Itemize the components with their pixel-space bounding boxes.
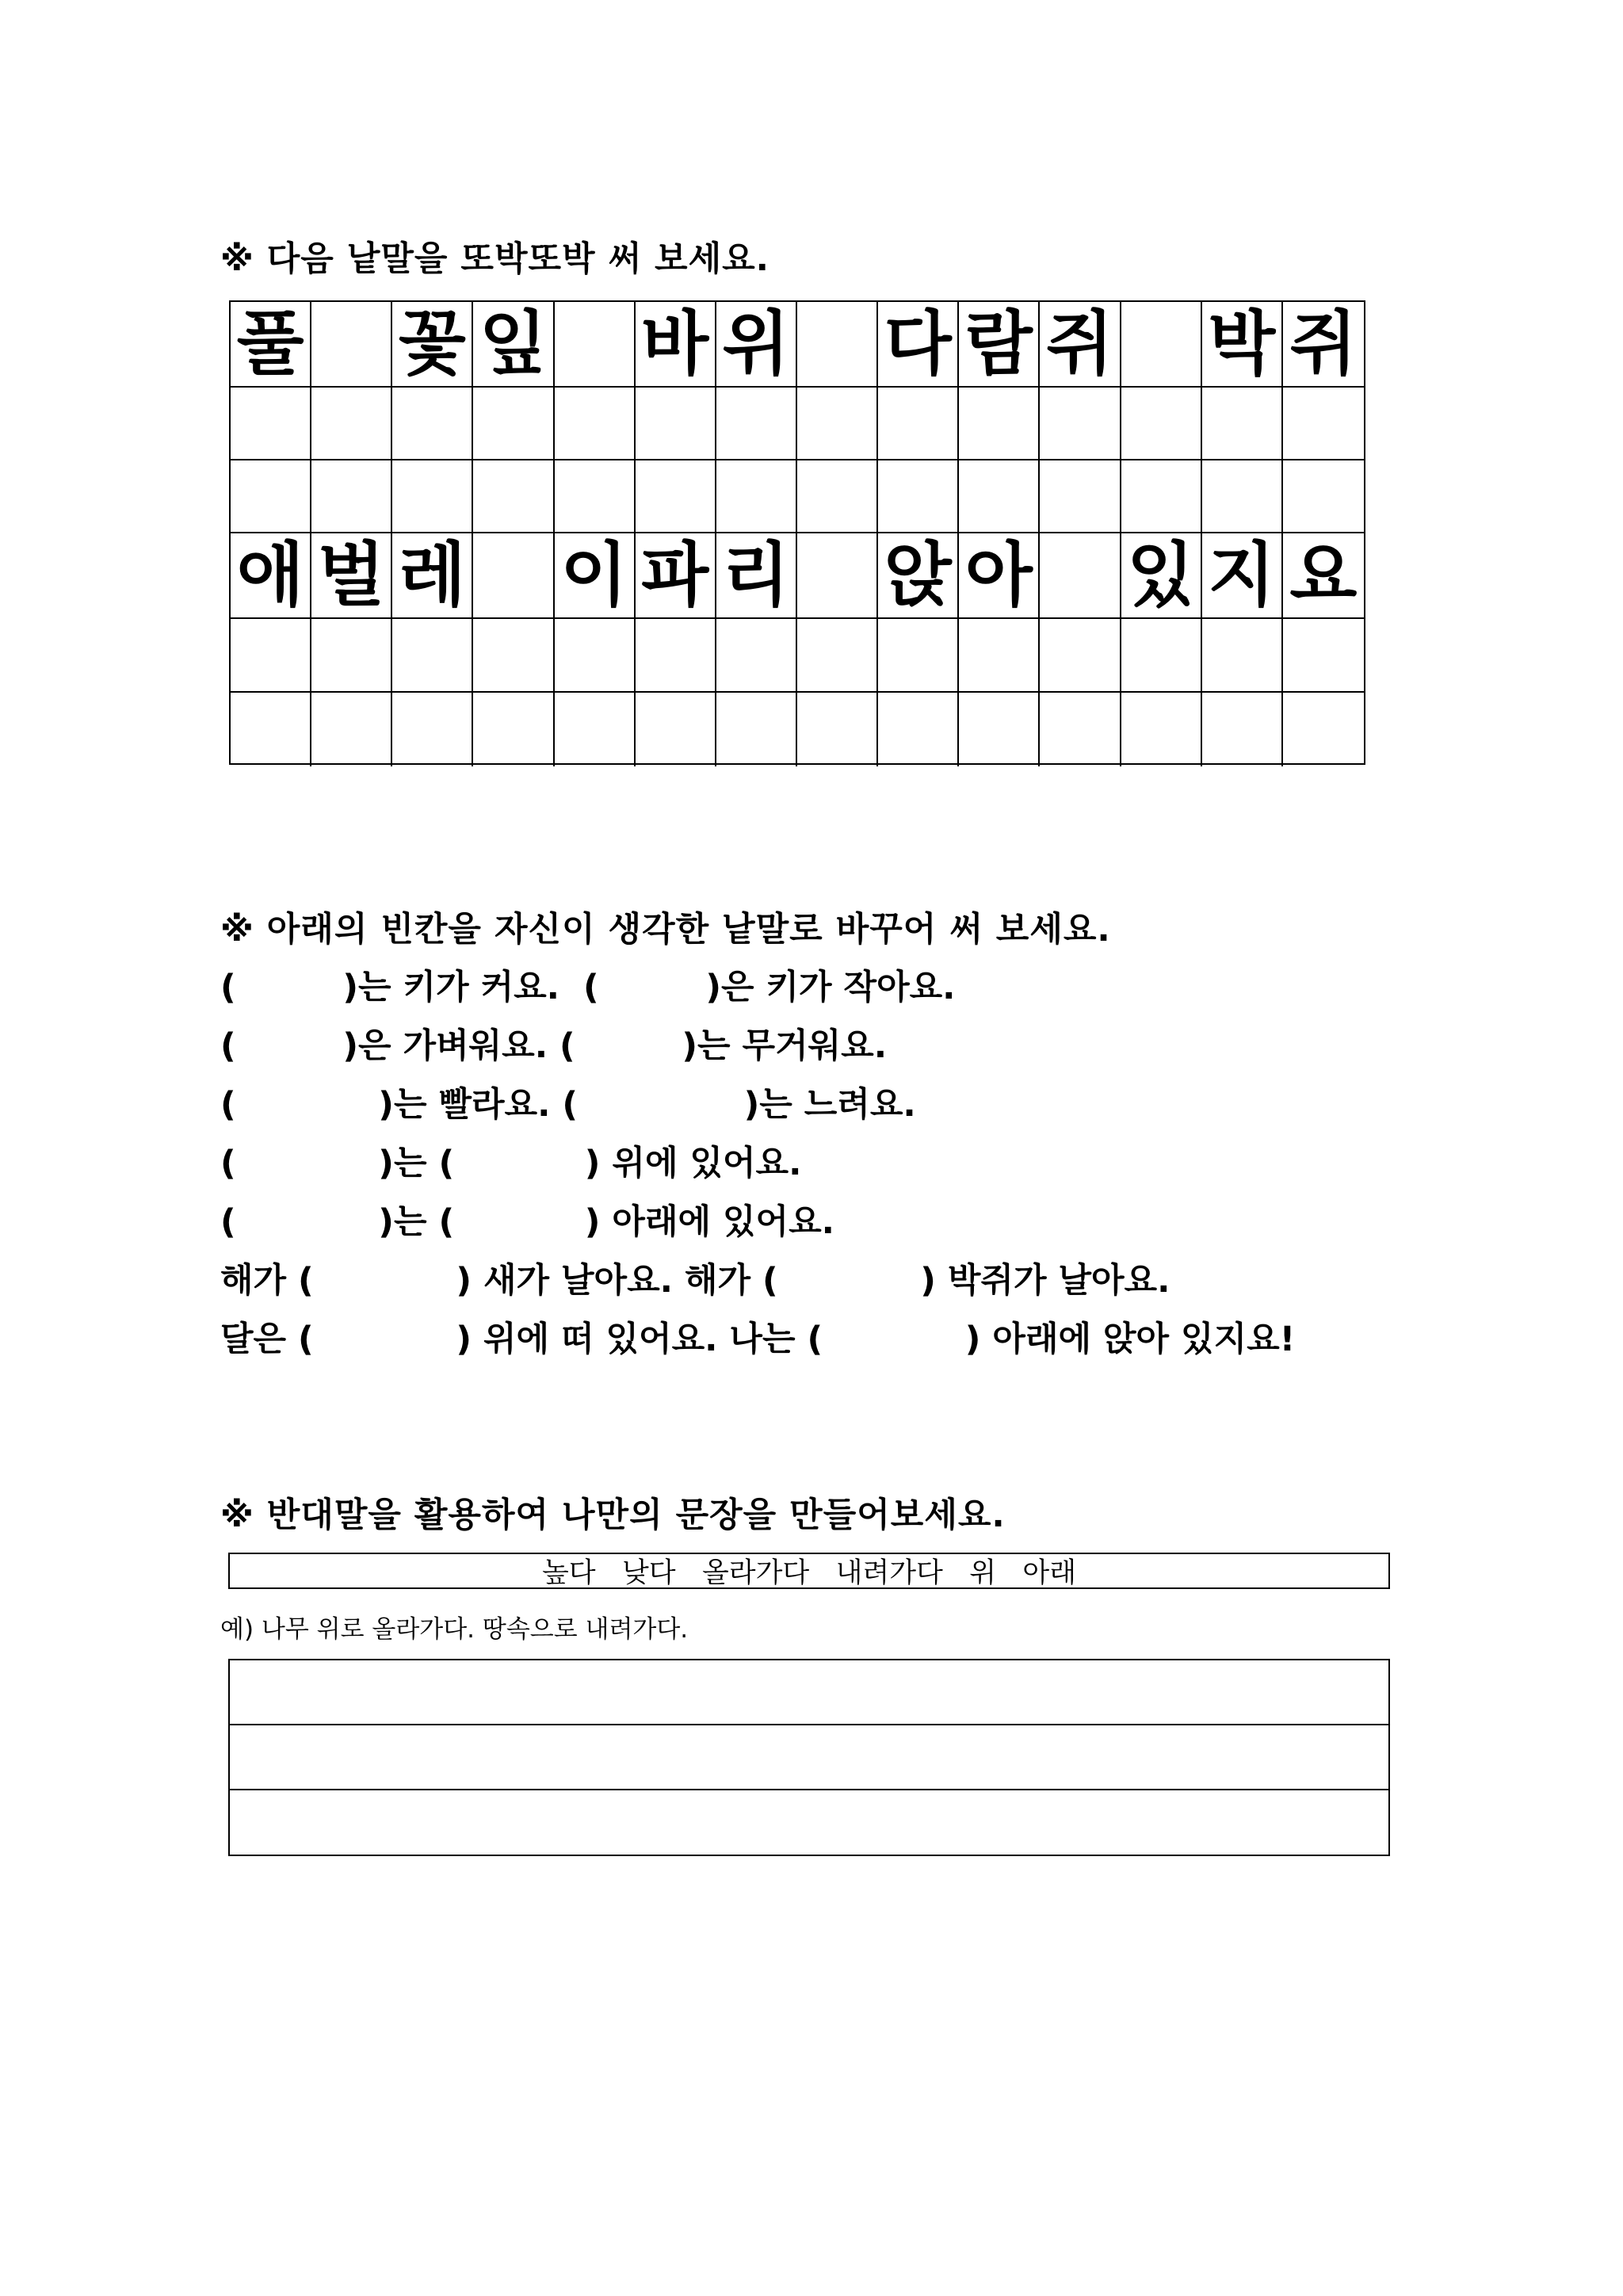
grid-empty-cell[interactable]	[392, 460, 473, 533]
grid-empty-cell[interactable]	[636, 619, 716, 693]
word-bank: 높다 낮다 올라가다 내려가다 위 아래	[228, 1553, 1390, 1589]
answer-line-1[interactable]	[230, 1660, 1388, 1725]
grid-char-cell: 아	[959, 533, 1040, 619]
grid-char-cell: 앉	[878, 533, 959, 619]
grid-empty-cell[interactable]	[311, 619, 392, 693]
grid-empty-cell[interactable]	[1040, 460, 1121, 533]
grid-char-cell: 레	[392, 533, 473, 619]
grid-char-cell: 바	[636, 302, 716, 388]
fill-line-3: ( )는 빨라요. ( )는 느려요.	[220, 1085, 916, 1125]
grid-empty-cell[interactable]	[392, 619, 473, 693]
grid-empty-cell[interactable]	[473, 533, 554, 619]
grid-empty-cell[interactable]	[1040, 619, 1121, 693]
grid-empty-cell[interactable]	[797, 388, 878, 460]
grid-empty-cell[interactable]	[1121, 619, 1202, 693]
grid-empty-cell[interactable]	[473, 388, 554, 460]
grid-empty-cell[interactable]	[797, 693, 878, 766]
grid-empty-cell[interactable]	[636, 693, 716, 766]
grid-empty-cell[interactable]	[716, 693, 797, 766]
grid-char-cell: 요	[1283, 533, 1364, 619]
grid-empty-cell[interactable]	[959, 388, 1040, 460]
grid-char-cell: 이	[555, 533, 636, 619]
grid-empty-cell[interactable]	[555, 619, 636, 693]
grid-empty-cell[interactable]	[231, 693, 311, 766]
fill-line-7: 달은 ( ) 위에 떠 있어요. 나는 ( ) 아래에 앉아 있지요!	[220, 1320, 1296, 1359]
grid-empty-cell[interactable]	[1121, 388, 1202, 460]
grid-empty-cell[interactable]	[1283, 388, 1364, 460]
fill-line-1: ( )는 키가 커요. ( )은 키가 작아요.	[220, 968, 956, 1007]
grid-empty-cell[interactable]	[311, 302, 392, 388]
grid-empty-cell[interactable]	[231, 388, 311, 460]
grid-empty-cell[interactable]	[473, 619, 554, 693]
grid-empty-cell[interactable]	[1121, 693, 1202, 766]
section2-heading: ※ 아래의 빈칸을 자신이 생각한 낱말로 바꾸어 써 보세요.	[220, 910, 1111, 949]
grid-empty-cell[interactable]	[878, 388, 959, 460]
grid-char-cell: 위	[716, 302, 797, 388]
grid-empty-cell[interactable]	[716, 388, 797, 460]
grid-char-cell: 쥐	[1040, 302, 1121, 388]
grid-empty-cell[interactable]	[797, 619, 878, 693]
grid-empty-cell[interactable]	[797, 302, 878, 388]
fill-line-4: ( )는 ( ) 위에 있어요.	[220, 1144, 802, 1183]
fill-line-2: ( )은 가벼워요. ( )는 무거워요.	[220, 1026, 888, 1066]
grid-char-cell: 파	[636, 533, 716, 619]
grid-empty-cell[interactable]	[716, 619, 797, 693]
grid-empty-cell[interactable]	[878, 693, 959, 766]
grid-char-cell: 박	[1202, 302, 1283, 388]
grid-empty-cell[interactable]	[1040, 388, 1121, 460]
grid-char-cell: 람	[959, 302, 1040, 388]
grid-char-cell: 다	[878, 302, 959, 388]
grid-empty-cell[interactable]	[473, 693, 554, 766]
answer-line-2[interactable]	[230, 1725, 1388, 1790]
section1-heading: ※ 다음 낱말을 또박또박 써 보세요.	[220, 239, 769, 279]
grid-empty-cell[interactable]	[1121, 460, 1202, 533]
grid-empty-cell[interactable]	[1202, 693, 1283, 766]
grid-char-cell: 잎	[473, 302, 554, 388]
grid-empty-cell[interactable]	[636, 460, 716, 533]
grid-empty-cell[interactable]	[959, 460, 1040, 533]
grid-empty-cell[interactable]	[959, 619, 1040, 693]
grid-empty-cell[interactable]	[392, 693, 473, 766]
grid-empty-cell[interactable]	[1040, 533, 1121, 619]
grid-empty-cell[interactable]	[231, 460, 311, 533]
grid-empty-cell[interactable]	[1040, 693, 1121, 766]
grid-char-cell: 애	[231, 533, 311, 619]
grid-empty-cell[interactable]	[555, 460, 636, 533]
answer-line-3[interactable]	[230, 1790, 1388, 1855]
grid-empty-cell[interactable]	[311, 693, 392, 766]
grid-empty-cell[interactable]	[555, 693, 636, 766]
grid-empty-cell[interactable]	[392, 388, 473, 460]
grid-char-cell: 리	[716, 533, 797, 619]
grid-empty-cell[interactable]	[231, 619, 311, 693]
grid-empty-cell[interactable]	[1283, 460, 1364, 533]
grid-empty-cell[interactable]	[716, 460, 797, 533]
grid-empty-cell[interactable]	[1202, 388, 1283, 460]
writing-grid	[229, 300, 1365, 765]
grid-char-cell: 벌	[311, 533, 392, 619]
answer-box	[228, 1659, 1390, 1856]
grid-empty-cell[interactable]	[1283, 619, 1364, 693]
grid-empty-cell[interactable]	[797, 533, 878, 619]
grid-char-cell: 있	[1121, 533, 1202, 619]
grid-empty-cell[interactable]	[1283, 693, 1364, 766]
grid-empty-cell[interactable]	[959, 693, 1040, 766]
grid-char-cell: 지	[1202, 533, 1283, 619]
grid-char-cell: 꽃	[392, 302, 473, 388]
grid-empty-cell[interactable]	[1202, 619, 1283, 693]
grid-empty-cell[interactable]	[878, 460, 959, 533]
grid-empty-cell[interactable]	[311, 388, 392, 460]
grid-char-cell: 풀	[231, 302, 311, 388]
grid-empty-cell[interactable]	[473, 460, 554, 533]
grid-char-cell: 쥐	[1283, 302, 1364, 388]
grid-empty-cell[interactable]	[555, 302, 636, 388]
grid-empty-cell[interactable]	[797, 460, 878, 533]
grid-empty-cell[interactable]	[1121, 302, 1202, 388]
fill-line-5: ( )는 ( ) 아래에 있어요.	[220, 1202, 834, 1242]
grid-empty-cell[interactable]	[878, 619, 959, 693]
section3-heading: ※ 반대말을 활용하여 나만의 문장을 만들어보세요.	[220, 1496, 1006, 1535]
example-sentence: 예) 나무 위로 올라가다. 땅속으로 내려가다.	[220, 1615, 689, 1644]
grid-empty-cell[interactable]	[1202, 460, 1283, 533]
grid-empty-cell[interactable]	[636, 388, 716, 460]
grid-empty-cell[interactable]	[311, 460, 392, 533]
grid-empty-cell[interactable]	[555, 388, 636, 460]
fill-line-6: 해가 ( ) 새가 날아요. 해가 ( ) 박쥐가 날아요.	[220, 1261, 1170, 1301]
